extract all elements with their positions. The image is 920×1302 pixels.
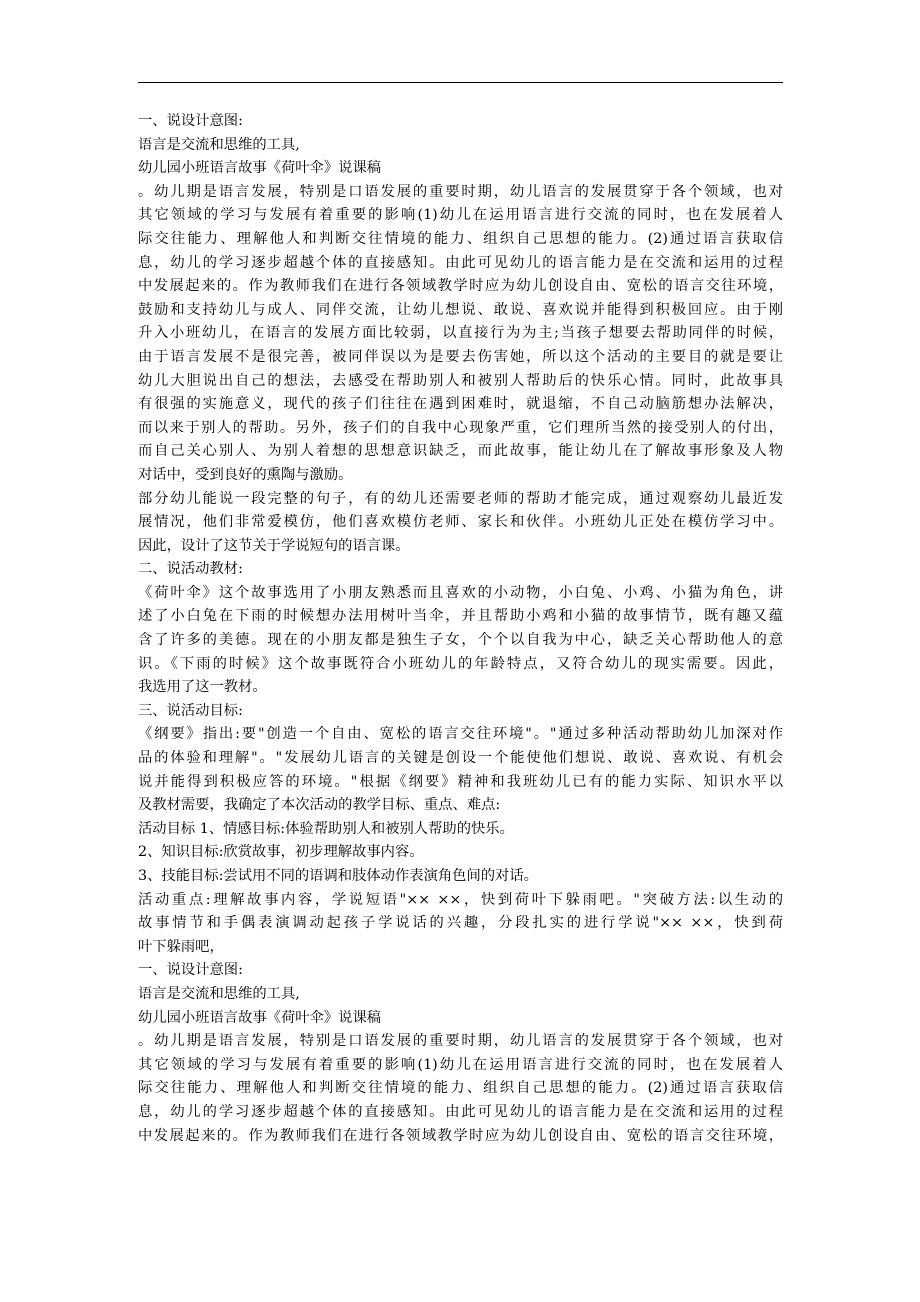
text-line: 幼儿园小班语言故事《荷叶伞》说课稿 [138,160,382,177]
text-line: 含了许多的美德。现在的小朋友都是独生子女，个个以自我为中心，缺乏关心帮助他人的意 [138,632,783,649]
text-line: 际交往能力、理解他人和判断交往情境的能力、组织自己思想的能力。(2)通过语言获取信 [138,230,783,247]
text-line: 有很强的实施意义，现代的孩子们往往在遇到困难时，就退缩，不自己动脑筋想办法解决， [138,396,783,413]
text-line: 《纲要》指出:要"创造一个自由、宽松的语言交往环境"。"通过多种活动帮助幼儿加深对作 [138,726,783,743]
text-line: 品的体验和理解"。"发展幼儿语言的关键是创设一个能使他们想说、敢说、喜欢说、有机会 [138,750,783,767]
text-line: 《荷叶伞》这个故事选用了小朋友熟悉而且喜欢的小动物，小白兔、小鸡、小猫为角色，讲 [138,584,783,601]
text-line: 因此，设计了这节关于学说短句的语言课。 [138,537,410,554]
text-line: 鼓励和支持幼儿与成人、同伴交流，让幼儿想说、敢说、喜欢说并能得到积极回应。由于刚 [138,301,783,318]
text-line: 活动目标 1、情感目标:体验帮助别人和被别人帮助的快乐。 [138,820,514,837]
text-line: 而以来于别人的帮助。另外，孩子们的自我中心现象严重，它们理所当然的接受别人的付出， [138,419,783,436]
text-line: 。幼儿期是语言发展，特别是口语发展的重要时期，幼儿语言的发展贯穿于各个领域，也对 [138,1033,783,1050]
text-line: 而自己关心别人、为别人着想的思想意识缺乏，而此故事，能让幼儿在了解故事形象及人物 [138,443,783,460]
text-line: 幼儿大胆说出自己的想法，去感受在帮助别人和被别人帮助后的快乐心情。同时，此故事具 [138,372,783,389]
header-rule [138,82,783,83]
text-line: 部分幼儿能说一段完整的句子，有的幼儿还需要老师的帮助才能完成，通过观察幼儿最近发 [138,490,783,507]
text-line: 际交往能力、理解他人和判断交往情境的能力、组织自己思想的能力。(2)通过语言获取信 [138,1080,783,1097]
text-line: 其它领域的学习与发展有着重要的影响(1)幼儿在运用语言进行交流的同时，也在发展着人 [138,207,783,224]
text-line: 2、知识目标:欣赏故事，初步理解故事内容。 [138,844,424,861]
text-line: 二、说活动教材: [138,561,243,578]
text-line: 升入小班幼儿，在语言的发展方面比较弱，以直接行为为主;当孩子想要去帮助同伴的时候， [138,325,783,342]
text-line: 我选用了这一教材。 [138,679,267,696]
text-line: 叶下躲雨吧， [138,938,224,955]
text-line: 展情况，他们非常爱模仿，他们喜欢模仿老师、家长和伙伴。小班幼儿正处在模仿学习中。 [138,514,783,531]
text-line: 息，幼儿的学习逐步超越个体的直接感知。由此可见幼儿的语言能力是在交流和运用的过程 [138,1103,783,1120]
text-line: 中发展起来的。作为教师我们在进行各领域教学时应为幼儿创设自由、宽松的语言交往环境， [138,278,783,295]
text-line: 述了小白兔在下雨的时候想办法用树叶当伞，并且帮助小鸡和小猫的故事情节，既有趣又蕴 [138,608,783,625]
text-line: 其它领域的学习与发展有着重要的影响(1)幼儿在运用语言进行交流的同时，也在发展着人 [138,1056,783,1073]
text-line: 识。《下雨的时候》这个故事既符合小班幼儿的年龄特点，又符合幼儿的现实需要。因此， [138,655,783,672]
text-line: 幼儿园小班语言故事《荷叶伞》说课稿 [138,1009,382,1026]
text-line: 由于语言发展不是很完善，被同伴误以为是要去伤害她，所以这个活动的主要目的就是要让 [138,348,783,365]
text-line: 故事情节和手偶表演调动起孩子学说话的兴趣，分段扎实的进行学说"×× ××，快到荷 [138,915,783,932]
text-line: 活动重点:理解故事内容，学说短语"×× ××，快到荷叶下躲雨吧。"突破方法:以生动的 [138,891,783,908]
text-line: 。幼儿期是语言发展，特别是口语发展的重要时期，幼儿语言的发展贯穿于各个领域，也对 [138,183,783,200]
text-line: 3、技能目标:尝试用不同的语调和肢体动作表演角色间的对话。 [138,868,538,884]
text-line: 及教材需要，我确定了本次活动的教学目标、重点、难点: [138,797,501,814]
text-line: 语言是交流和思维的工具, [138,136,300,153]
text-line: 语言是交流和思维的工具, [138,985,300,1002]
text-line: 对话中，受到良好的熏陶与激励。 [138,466,353,483]
text-line: 一、说设计意图: [138,113,243,129]
text-line: 中发展起来的。作为教师我们在进行各领域教学时应为幼儿创设自由、宽松的语言交往环境， [138,1127,783,1144]
document-body [138,110,783,1148]
text-line: 说并能得到积极应答的环境。"根据《纲要》精神和我班幼儿已有的能力实际、知识水平以 [138,773,783,790]
text-line: 三、说活动目标: [138,702,243,719]
text-line: 息，幼儿的学习逐步超越个体的直接感知。由此可见幼儿的语言能力是在交流和运用的过程 [138,254,783,271]
text-line: 一、说设计意图: [138,962,243,979]
